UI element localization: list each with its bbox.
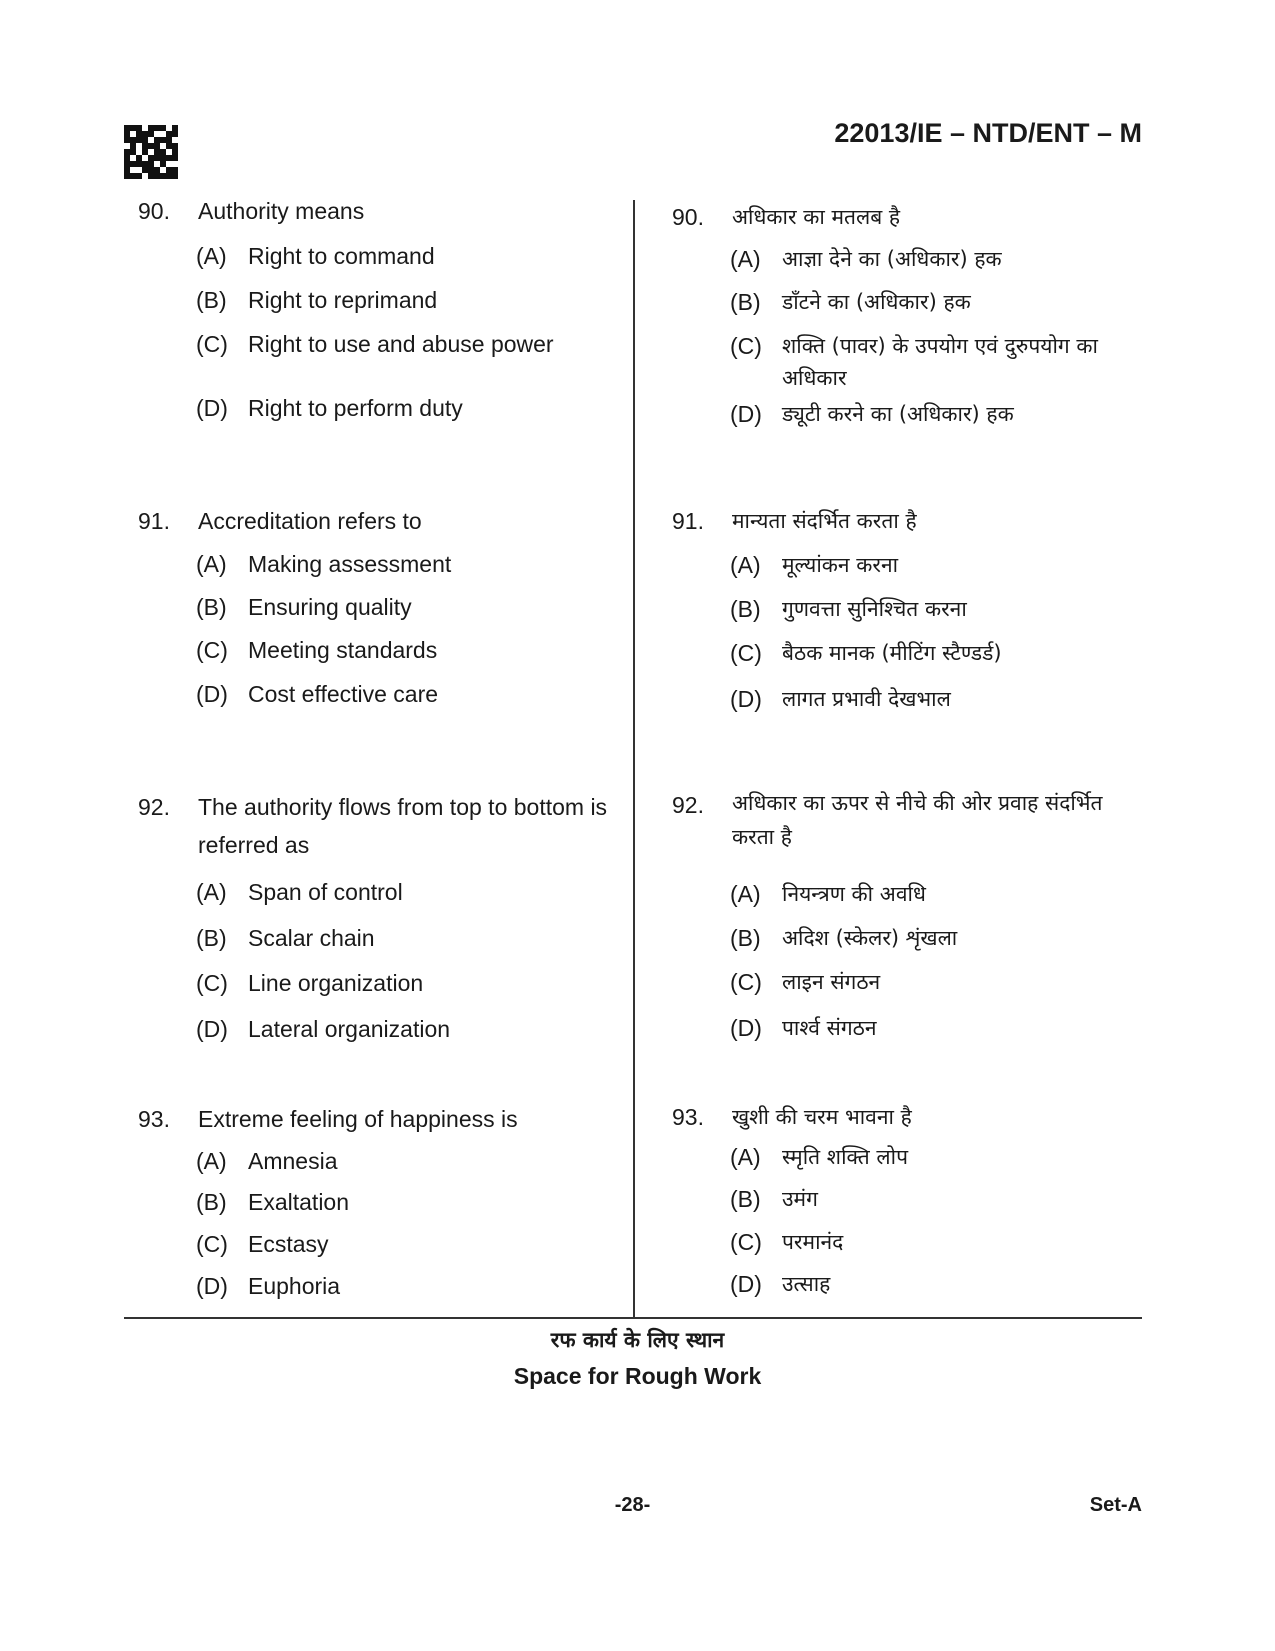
option-label: (D)	[196, 1016, 228, 1042]
option-label: (A)	[730, 552, 761, 578]
option-d	[196, 1270, 608, 1302]
option-text: उत्साह	[782, 1272, 831, 1296]
option-d	[196, 678, 608, 710]
option-text: Making assessment	[248, 551, 452, 577]
option-label: (B)	[730, 289, 761, 315]
option-d	[730, 1012, 1142, 1044]
option-b	[730, 286, 1142, 318]
option-b	[196, 284, 608, 316]
page-number: -28-	[614, 1494, 651, 1516]
question-number: 91.	[672, 508, 704, 534]
option-text: शक्ति (पावर) के उपयोग एवं दुरुपयोग का अधिकार	[782, 334, 1098, 390]
question-number: 92.	[138, 794, 170, 820]
option-text: आज्ञा देने का (अधिकार) हक	[782, 247, 1002, 271]
option-text: स्मृति शक्ति लोप	[782, 1145, 909, 1169]
option-text: Exaltation	[248, 1189, 350, 1215]
option-c	[196, 328, 608, 360]
option-text: Right to reprimand	[248, 287, 438, 313]
option-label: (C)	[196, 331, 228, 357]
option-d	[196, 392, 608, 424]
option-text: डाँटने का (अधिकार) हक	[782, 290, 971, 314]
option-c	[196, 634, 608, 666]
question-number: 93.	[138, 1106, 170, 1132]
option-label: (C)	[730, 1229, 762, 1255]
option-a	[196, 240, 608, 272]
option-text: Span of control	[248, 879, 403, 905]
option-label: (A)	[196, 551, 227, 577]
paper-code: 22013/IE – NTD/ENT – M	[834, 118, 1142, 148]
option-text: Ecstasy	[248, 1231, 329, 1257]
option-text: लाइन संगठन	[782, 970, 881, 994]
option-b	[730, 922, 1142, 954]
option-label: (D)	[730, 401, 762, 427]
option-text: Right to perform duty	[248, 395, 463, 421]
option-text: Euphoria	[248, 1273, 341, 1299]
option-label: (C)	[196, 637, 228, 663]
qr-code-icon	[124, 125, 178, 179]
option-d	[196, 1013, 608, 1045]
option-text: Right to command	[248, 243, 435, 269]
question-92-en	[138, 788, 608, 864]
option-text: अदिश (स्केलर) शृंखला	[782, 926, 958, 950]
option-label: (B)	[730, 925, 761, 951]
question-91-en	[138, 502, 608, 540]
option-label: (A)	[196, 1148, 227, 1174]
option-text: परमानंद	[782, 1230, 844, 1254]
rough-work-title-hindi: रफ कार्य के लिए स्थान	[550, 1328, 725, 1352]
option-d	[730, 1268, 1142, 1300]
rough-work-divider	[124, 1317, 1142, 1319]
option-text: गुणवत्ता सुनिश्चित करना	[782, 597, 967, 621]
option-text: Lateral organization	[248, 1016, 451, 1042]
question-text: खुशी की चरम भावना है	[732, 1105, 912, 1129]
option-b	[196, 1186, 608, 1218]
option-text: Right to use and abuse power	[248, 331, 554, 357]
option-text: बैठक मानक (मीटिंग स्टैण्डर्ड)	[782, 641, 1002, 665]
option-text: Cost effective care	[248, 681, 439, 707]
question-text: Accreditation refers to	[198, 508, 422, 534]
option-a	[196, 1145, 608, 1177]
question-90-hi	[672, 198, 1142, 236]
option-text: नियन्त्रण की अवधि	[782, 882, 926, 906]
question-number: 90.	[138, 198, 170, 224]
option-c	[730, 637, 1142, 669]
question-text: The authority flows from top to bottom is referred as	[198, 794, 608, 858]
option-a	[196, 548, 608, 580]
option-c	[730, 330, 1142, 394]
option-label: (B)	[730, 1186, 761, 1212]
option-text: मूल्यांकन करना	[782, 553, 899, 577]
option-b	[730, 1183, 1142, 1215]
option-label: (D)	[730, 1015, 762, 1041]
option-label: (D)	[196, 681, 228, 707]
question-93-en	[138, 1100, 608, 1138]
option-a	[196, 876, 608, 908]
option-label: (B)	[196, 925, 227, 951]
set-label: Set-A	[1089, 1494, 1142, 1516]
question-text: Authority means	[198, 198, 365, 224]
question-number: 92.	[672, 792, 704, 818]
option-label: (D)	[730, 1271, 762, 1297]
option-label: (A)	[730, 246, 761, 272]
option-text: ड्यूटी करने का (अधिकार) हक	[782, 402, 1014, 426]
question-text: अधिकार का ऊपर से नीचे की ओर प्रवाह संदर्भित करता है	[732, 791, 1103, 849]
rough-work-title: Space for Rough Work	[513, 1363, 762, 1389]
option-b	[196, 591, 608, 623]
option-a	[730, 243, 1142, 275]
option-text: Ensuring quality	[248, 594, 412, 620]
question-92-hi	[672, 786, 1142, 854]
option-text: उमंग	[782, 1187, 818, 1211]
option-c	[730, 966, 1142, 998]
option-label: (C)	[196, 1231, 228, 1257]
question-text: Extreme feeling of happiness is	[198, 1106, 518, 1132]
option-text: लागत प्रभावी देखभाल	[782, 687, 951, 711]
option-label: (B)	[196, 594, 227, 620]
option-c	[730, 1226, 1142, 1258]
option-label: (B)	[196, 287, 227, 313]
option-label: (A)	[730, 881, 761, 907]
option-label: (B)	[730, 596, 761, 622]
option-b	[196, 922, 608, 954]
option-d	[730, 683, 1142, 715]
question-text: मान्यता संदर्भित करता है	[732, 509, 917, 533]
option-text: Amnesia	[248, 1148, 338, 1174]
option-c	[196, 967, 608, 999]
option-text: Line organization	[248, 970, 424, 996]
option-text: Meeting standards	[248, 637, 438, 663]
option-label: (D)	[730, 686, 762, 712]
option-text: Scalar chain	[248, 925, 375, 951]
option-label: (C)	[730, 640, 762, 666]
question-text: अधिकार का मतलब है	[732, 205, 901, 229]
question-91-hi	[672, 502, 1142, 540]
option-text: पार्श्व संगठन	[782, 1016, 877, 1040]
option-a	[730, 1141, 1142, 1173]
option-c	[196, 1228, 608, 1260]
question-number: 93.	[672, 1104, 704, 1130]
option-label: (C)	[730, 333, 762, 359]
option-label: (A)	[730, 1144, 761, 1170]
option-a	[730, 549, 1142, 581]
option-label: (B)	[196, 1189, 227, 1215]
option-label: (D)	[196, 395, 228, 421]
question-number: 91.	[138, 508, 170, 534]
column-divider	[633, 200, 635, 1317]
question-93-hi	[672, 1098, 1142, 1136]
option-a	[730, 878, 1142, 910]
question-90-en	[138, 192, 608, 230]
question-number: 90.	[672, 204, 704, 230]
option-label: (A)	[196, 243, 227, 269]
option-b	[730, 593, 1142, 625]
option-d	[730, 398, 1142, 430]
option-label: (C)	[196, 970, 228, 996]
option-label: (A)	[196, 879, 227, 905]
option-label: (D)	[196, 1273, 228, 1299]
option-label: (C)	[730, 969, 762, 995]
